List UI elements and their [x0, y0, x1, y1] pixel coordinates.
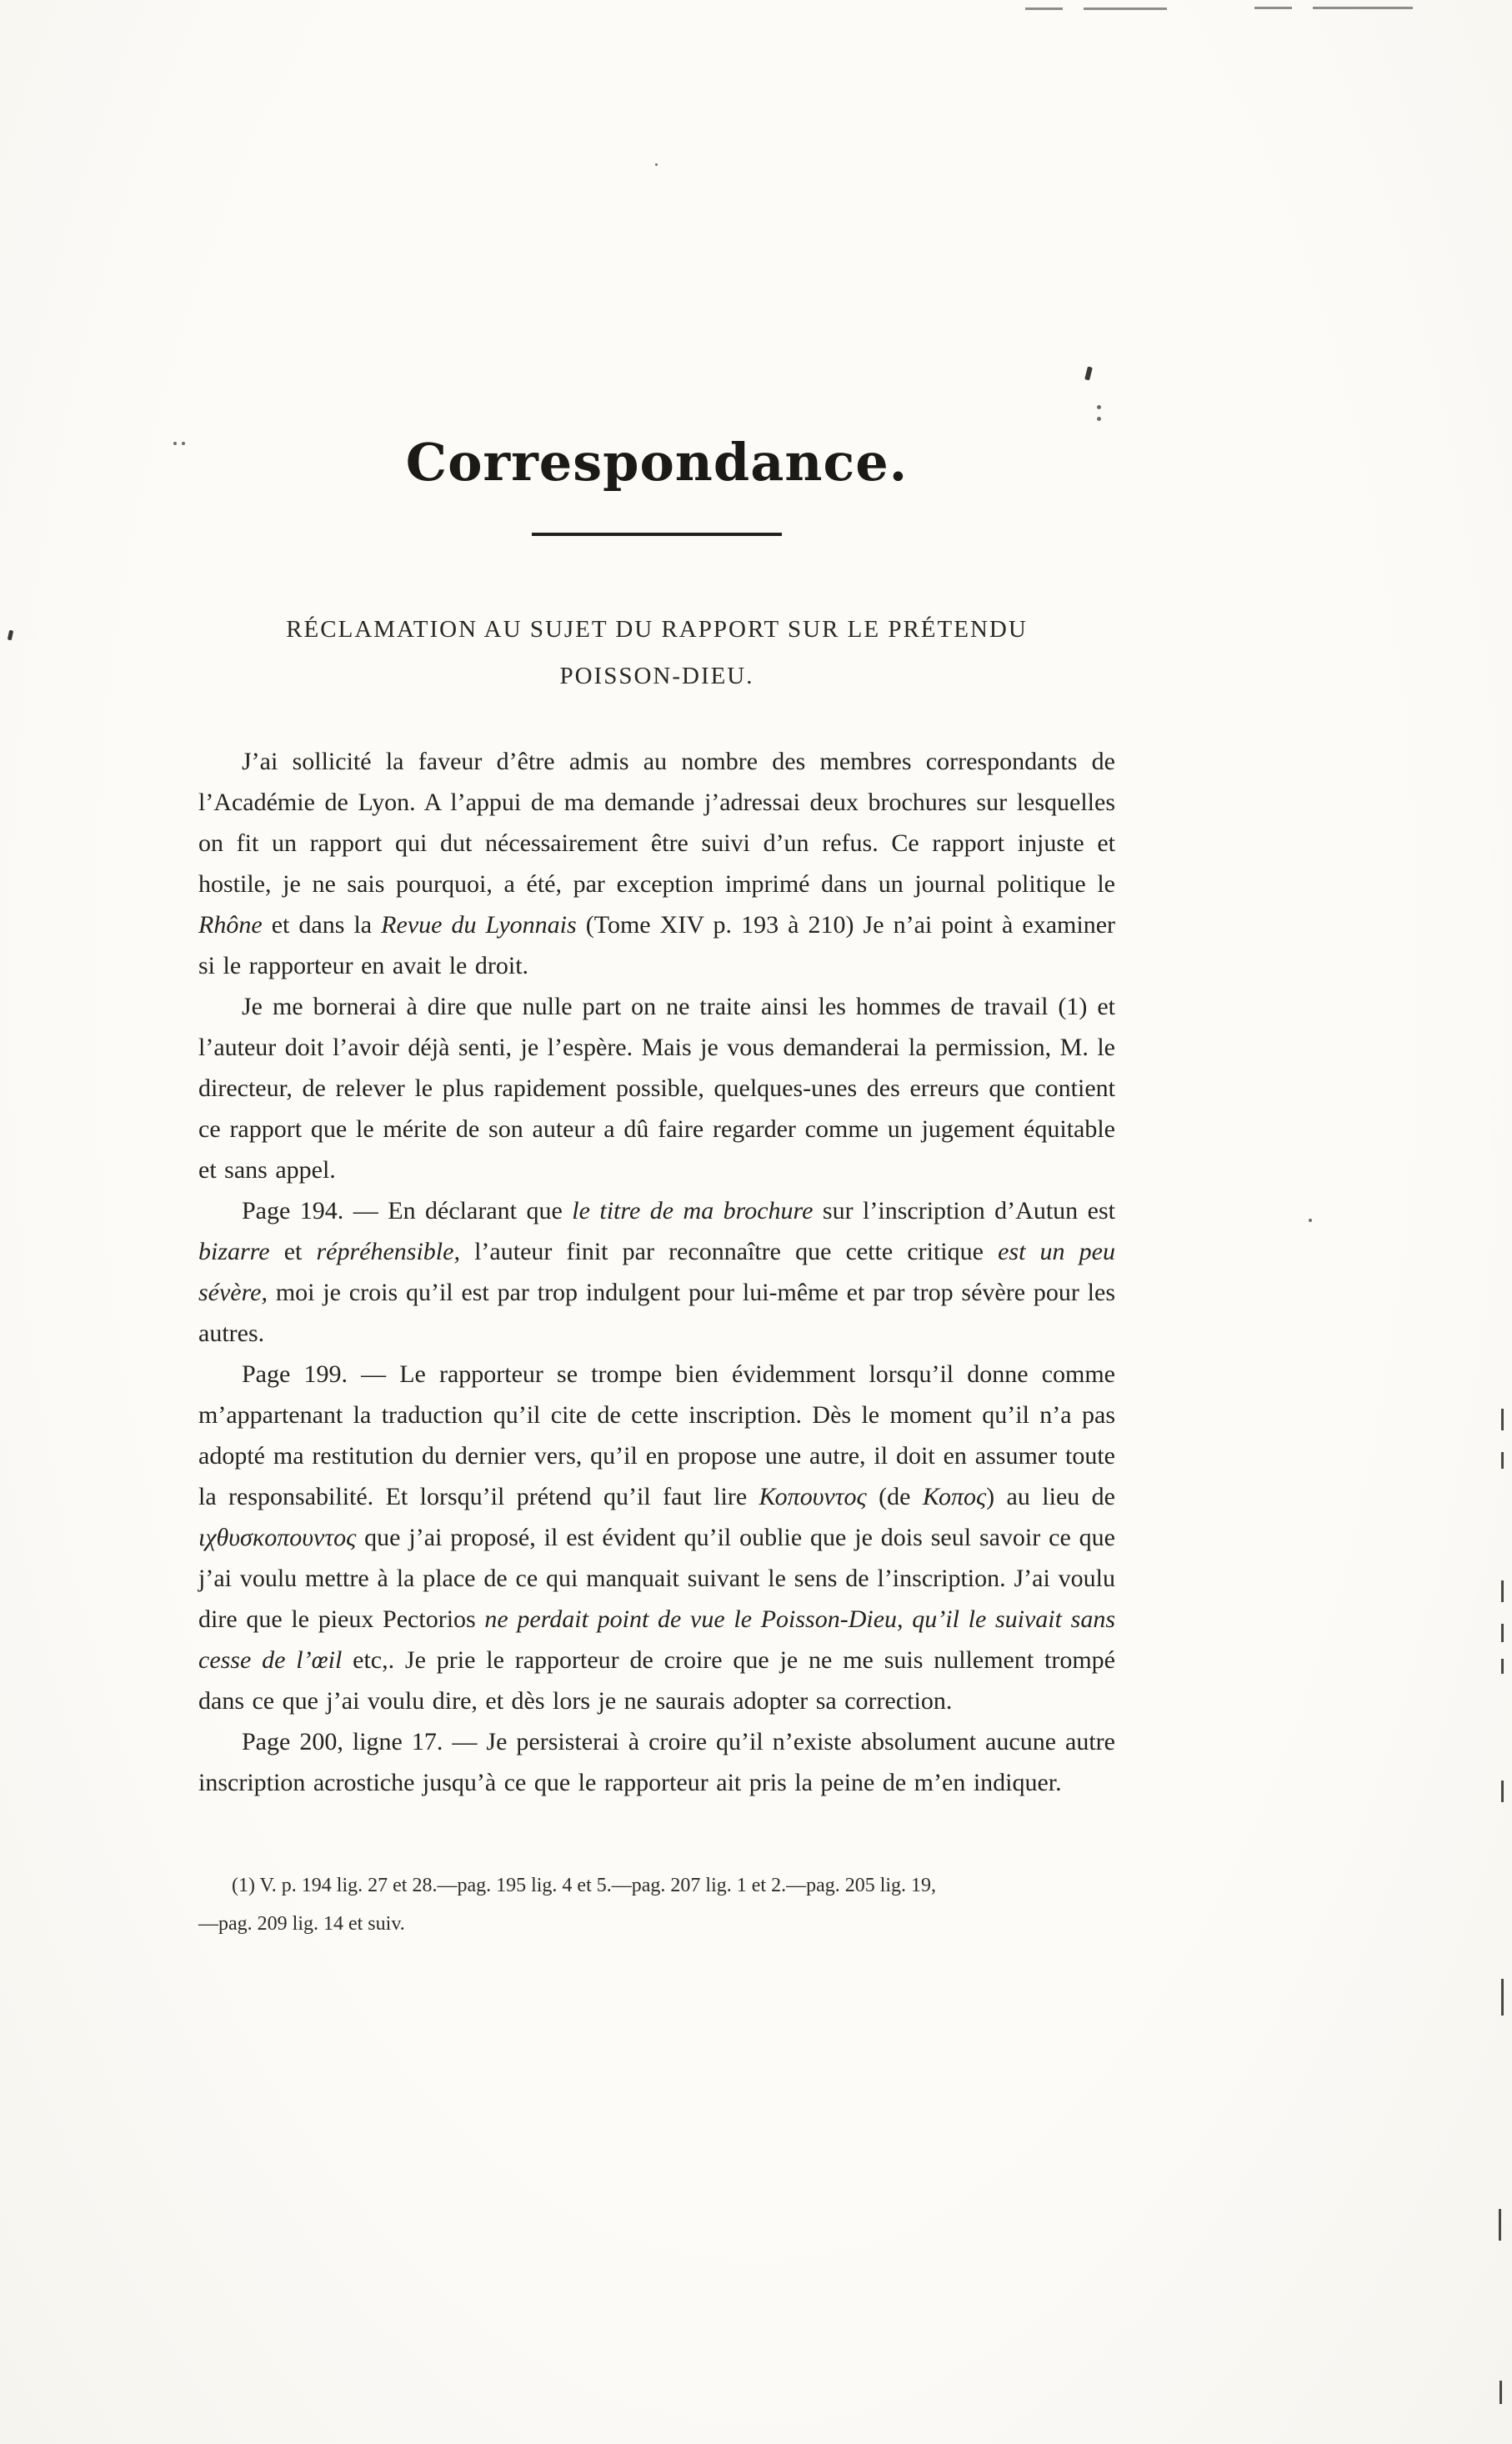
paragraph-segment: ) au lieu de [986, 1483, 1115, 1510]
paragraph-segment-emphasis: le titre de ma brochure [572, 1197, 814, 1225]
scan-artifact-tick [1501, 1580, 1504, 1602]
scan-artifact-tick [1501, 1780, 1504, 1802]
paragraph-segment-emphasis: qu’il le suivait sans cesse de l’œil [198, 1605, 1115, 1674]
scan-artifact-dash [1313, 7, 1413, 9]
paragraph-segment: et dans la [262, 911, 382, 939]
paragraph-segment: (de [866, 1483, 923, 1510]
scan-artifact-speck [8, 630, 13, 641]
paragraph-segment: Page 199. — Le rapporteur se trompe bien évidemment lorsqu’il donne comme m’appartenant la traduction qu’il cite de cette inscription. Dès le moment qu’il n’a pas adopté ma restitution du dernier vers, qu’il en propose une autre, il doit en assumer toute la responsabilité. Et lorsqu’il prétend qu’il faut lire [198, 1360, 1115, 1510]
scan-artifact-tick [1501, 1409, 1504, 1430]
scan-artifact-dot [1309, 1219, 1312, 1222]
paragraph-segment: moi je crois qu’il est par trop indulgent pour lui-même et par trop sévère pour les autres. [198, 1279, 1115, 1347]
article-heading-line1: RÉCLAMATION AU SUJET DU RAPPORT SUR LE PRÉTENDU [286, 616, 1028, 643]
article-heading-line2: POISSON-DIEU. [559, 663, 754, 689]
paragraph-segment: l’auteur finit par reconnaître que cette critique [459, 1238, 999, 1265]
paragraph [198, 986, 1115, 1190]
paragraph [198, 1190, 1115, 1354]
scan-artifact-dot [182, 442, 185, 445]
paragraph-segment: Je me bornerai à dire que nulle part on ne traite ainsi les hommes de travail (1) et l’auteur doit l’avoir déjà senti, je l’espère. Mais je vous demanderai la permission, M. le directeur, de relever le plus rapidement possible, quelques-unes des erreurs que contient ce rapport que le mérite de son auteur a dû faire regarder comme un jugement équitable et sans appel. [198, 993, 1115, 1184]
paragraph-segment: Page 194. — En déclarant que [242, 1197, 573, 1225]
paragraph [198, 741, 1115, 986]
paragraph-segment-emphasis: répréhensible, [316, 1238, 460, 1265]
scan-artifact-tick [1499, 2381, 1502, 2404]
scan-artifact-tick [1499, 2209, 1501, 2241]
paragraph-segment-emphasis: est un peu sévère, [198, 1238, 1115, 1306]
paragraph-segment: J’ai sollicité la faveur d’être admis au nombre des membres correspondants de l’Académie de Lyon. A l’appui de ma demande j’adressai deux brochures sur lesquelles on fit un rapport qui dut nécessairement être suivi d’un refus. Ce rapport injuste et hostile, je ne sais pourquoi, a été, par exception imprimé dans un journal politique le [198, 748, 1115, 898]
footnote-line2: —pag. 209 lig. 14 et suiv. [198, 1913, 405, 1935]
paragraph-segment [904, 1605, 913, 1633]
section-title: Correspondance. [405, 432, 909, 493]
scan-artifact-tick [1501, 1659, 1504, 1674]
paragraph-segment-emphasis: Rhône [198, 911, 263, 939]
paragraph-segment-emphasis: Κοπουντος [759, 1483, 867, 1510]
paragraph-segment-emphasis: bizarre [198, 1238, 270, 1265]
footnote-line1: (1) V. p. 194 lig. 27 et 28.—pag. 195 lig. 4 et 5.—pag. 207 lig. 1 et 2.—pag. 205 lig. 19, [232, 1875, 937, 1896]
title-divider [532, 533, 782, 536]
scan-artifact-dash [1254, 7, 1292, 9]
scan-artifact-tick [1501, 1452, 1504, 1469]
paragraph-segment-emphasis: Κοπος [922, 1483, 987, 1510]
paragraph-segment: (Tome XIV p. 193 à 210) Je n’ai point à examiner si le rapporteur en avait le droit. [198, 911, 1116, 979]
paragraph-segment: que j’ai proposé, il est évident qu’il oublie que je dois seul savoir ce que j’ai voulu mettre à la place de ce qui manquait suivant le sens de l’inscription. J’ai voulu dire que le pieux Pectorios [198, 1524, 1115, 1633]
paragraph [198, 1354, 1115, 1721]
scan-artifact-tick [1501, 1624, 1504, 1642]
paragraph-segment-emphasis: ιχθυσκοπουντος [198, 1524, 357, 1551]
article-heading [198, 606, 1115, 699]
footnote [198, 1866, 1115, 1943]
text-column [198, 0, 1115, 1943]
paragraph [198, 1721, 1115, 1803]
scan-artifact-dot [173, 442, 177, 445]
scan-artifact-tick [1501, 1979, 1504, 2016]
paragraph-segment: Page 200, ligne 17. — Je persisterai à croire qu’il n’existe absolument aucune autre inscription acrostiche jusqu’à ce que le rapporteur ait pris la peine de m’en indiquer. [198, 1728, 1115, 1796]
paragraph-segment-emphasis: ne perdait point de vue le Poisson-Dieu, [484, 1605, 904, 1633]
paragraph-segment-emphasis: Revue du Lyonnais [381, 911, 577, 939]
paragraph-segment: etc,. Je prie le rapporteur de croire que je ne me suis nullement trompé dans ce que j’ai voulu dire, et dès lors je ne saurais adopter sa correction. [198, 1646, 1115, 1715]
article-body [198, 741, 1115, 1803]
paragraph-segment: sur l’inscription d’Autun est [813, 1197, 1115, 1225]
paragraph-segment: et [269, 1238, 317, 1265]
